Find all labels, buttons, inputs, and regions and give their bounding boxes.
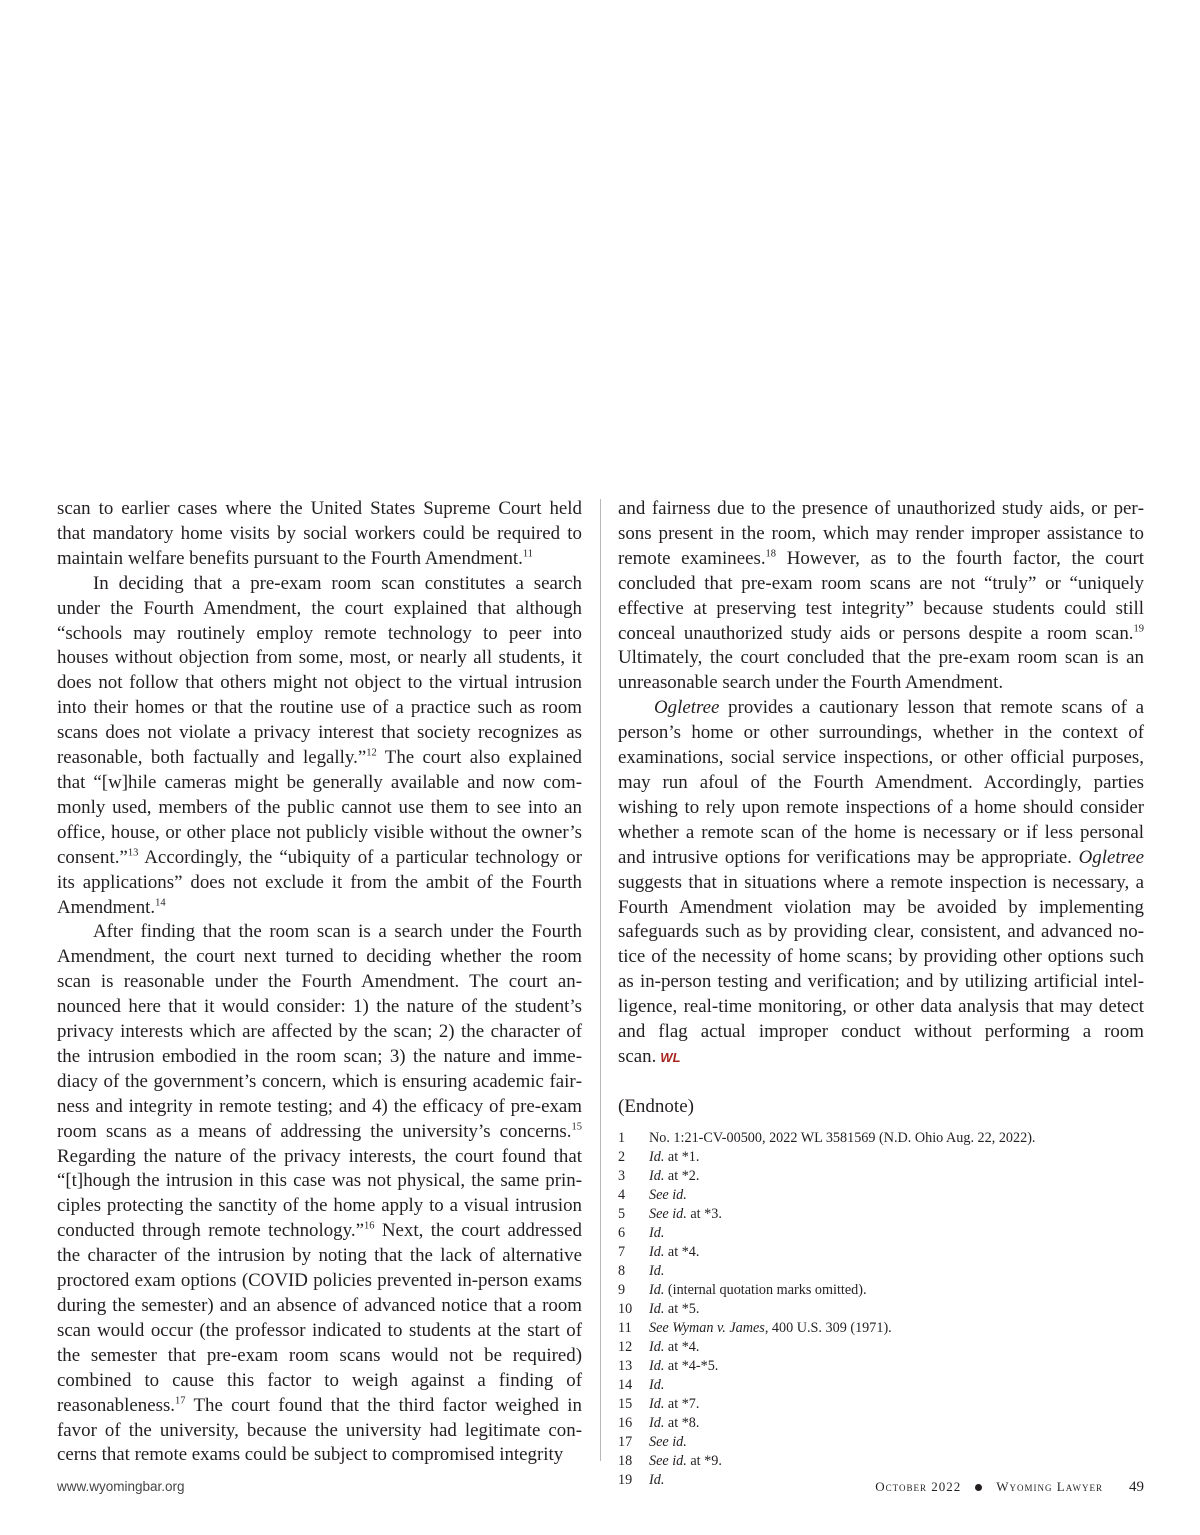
italic-text: Id. xyxy=(649,1262,665,1279)
endnote-item xyxy=(618,1281,1144,1300)
footnote-ref: 12 xyxy=(366,747,377,759)
endnote-text xyxy=(649,1357,718,1376)
italic-text: Id. xyxy=(649,1224,665,1241)
paragraph xyxy=(618,696,1144,1071)
italic-text: See id. xyxy=(649,1452,687,1469)
endnote-number: 11 xyxy=(618,1319,632,1336)
footnote-ref: 18 xyxy=(765,548,777,560)
footer-issue: October 2022 xyxy=(875,1479,962,1494)
text-run: , 400 U.S. 309 (1971). xyxy=(764,1319,892,1336)
endnote-number: 6 xyxy=(618,1224,626,1241)
italic-text: See id. xyxy=(649,1433,687,1450)
text-run: Next, the court addressed the character of the intrusion by noting that the lack of alternative proctored exam options (COVID policies prevented in-person exams during the semester) and an absence of advanced notice that a room scan would occur (the professor indicated to students at the start of the semester that pre-exam room scans would not be required) combined to cause this factor to weigh against a finding of reasonableness. xyxy=(57,1220,582,1416)
endnote-number: 13 xyxy=(618,1357,633,1374)
endnote-text xyxy=(649,1186,687,1205)
endnote-text xyxy=(649,1300,699,1319)
endnote-item xyxy=(618,1452,1144,1471)
end-mark-logo: WL xyxy=(660,1049,681,1065)
text-run: Accordingly, the “ubiquity of a particular technology or its applications” does not exclude it from the ambit of the Fourth Amendment. xyxy=(57,846,582,918)
endnote-number: 7 xyxy=(618,1243,626,1260)
text-run: at *3. xyxy=(686,1205,722,1222)
endnote-number: 10 xyxy=(618,1300,633,1317)
text-run: In deciding that a pre-exam room scan constitutes a search under the Fourth Amendment, the court explained that although “schools may routinely employ remote technology to peer into houses without objection from some, most, or nearly all students, it does not follow that others might not object to the virtual intrusion into their homes or that the routine use of a practice such as room scans does not violate a privacy interest that society recognizes as reasonable, both factually and legally.” xyxy=(57,572,582,769)
text-run: at *4. xyxy=(664,1243,700,1260)
italic-text: Ogletree xyxy=(1078,846,1144,868)
endnote-number: 5 xyxy=(618,1205,626,1222)
right-column xyxy=(618,497,1144,1490)
endnote-number: 8 xyxy=(618,1262,626,1279)
italic-text: Id. xyxy=(649,1338,665,1355)
italic-text: See id. xyxy=(649,1186,687,1203)
text-run: provides a cautionary lesson that remote scans of a person’s home or other surroundings, whether in the context of examinations, social service inspections, or other official purposes, may run afoul of the Fourth Amendment. Accordingly, parties wishing to rely upon remote inspections of a home should consider whether a remote scan of the home is necessary or if less personal and intrusive options for verifications may be appropriate. xyxy=(618,697,1144,868)
paragraph xyxy=(618,497,1144,696)
italic-text: Id. xyxy=(649,1300,665,1317)
endnote-text xyxy=(649,1148,699,1167)
footer-publication: Wyoming Lawyer xyxy=(996,1479,1103,1494)
column-divider xyxy=(600,499,601,1461)
text-run: at *1. xyxy=(664,1148,700,1165)
endnote-item xyxy=(618,1319,1144,1338)
endnote-item xyxy=(618,1414,1144,1433)
endnote-item xyxy=(618,1338,1144,1357)
text-run: Ultimately, the court concluded that the pre-exam room scan is an unreasonable search under the Fourth Amendment. xyxy=(618,647,1144,694)
text-run: at *9. xyxy=(686,1452,722,1469)
endnote-text xyxy=(649,1395,699,1414)
page-number: 49 xyxy=(1129,1479,1144,1495)
text-run: scan to earlier cases where the United States Supreme Court held that mandatory home visits by social workers could be required to maintain welfare benefits pursuant to the Fourth Amendment. xyxy=(57,498,582,569)
footnote-ref: 11 xyxy=(522,548,533,560)
endnote-number: 17 xyxy=(618,1433,633,1450)
endnote-number: 4 xyxy=(618,1186,626,1203)
text-run: No. 1:21-CV-00500, 2022 WL 3581569 (N.D. Ohio Aug. 22, 2022). xyxy=(649,1129,1036,1146)
paragraph xyxy=(57,920,582,1468)
italic-text: Ogletree xyxy=(654,697,720,719)
endnote-text xyxy=(649,1129,1035,1148)
italic-text: Id. xyxy=(649,1148,665,1165)
endnote-number: 1 xyxy=(618,1129,626,1146)
endnote-number: 3 xyxy=(618,1167,626,1184)
footnote-ref: 17 xyxy=(175,1395,186,1407)
endnote-text xyxy=(649,1433,687,1452)
footer-url[interactable]: www.wyomingbar.org xyxy=(57,1479,185,1494)
paragraph xyxy=(57,497,582,572)
italic-text: Id. xyxy=(649,1281,665,1298)
endnote-item xyxy=(618,1186,1144,1205)
endnote-text xyxy=(649,1319,892,1338)
right-column-body xyxy=(618,497,1144,1071)
endnote-item xyxy=(618,1357,1144,1376)
text-run: (internal quotation marks omitted). xyxy=(664,1281,867,1298)
italic-text: Id. xyxy=(649,1167,665,1184)
endnote-heading: (Endnote) xyxy=(618,1095,694,1117)
endnote-item xyxy=(618,1205,1144,1224)
endnote-text xyxy=(649,1262,664,1281)
footnote-ref: 15 xyxy=(571,1121,582,1133)
endnote-item xyxy=(618,1167,1144,1186)
text-run: After finding that the room scan is a search under the Fourth Amendment, the court next turned to deciding whether the room scan is reasonable under the Fourth Amendment. The court announced here that it would consider: 1) the nature of the student’s privacy interests which are affected by the scan; 2) the character of the intrusion embodied in the room scan; 3) the nature and immediacy of the government’s concern, which is ensuring academic fairness and integrity in remote testing; and 4) the efficacy of pre-exam room scans as a means of addressing the university’s concerns. xyxy=(57,921,582,1142)
text-run: at *4-*5. xyxy=(664,1357,719,1374)
text-run: However, as to the fourth factor, the court concluded that pre-exam room scans are not “truly” or “uniquely effective at preserving test integrity” because students could still conceal unauthorized study aids or persons despite a room scan. xyxy=(618,547,1144,644)
endnote-text xyxy=(649,1338,699,1357)
endnote-text xyxy=(649,1471,664,1490)
endnote-number: 12 xyxy=(618,1338,633,1355)
endnote-text xyxy=(649,1414,699,1433)
endnote-text xyxy=(649,1167,699,1186)
text-run: suggests that in situations where a remote inspection is necessary, a Fourth Amendment violation may be avoided by implementing safeguards such as by providing clear, consistent, and advanced notice of the necessity of home scans; by providing other options such as in-person testing and verification; and by utilizing artificial intelligence, real-time monitoring, or other data analysis that may detect and flag actual improper conduct without performing a room scan. xyxy=(618,871,1144,1067)
endnote-item xyxy=(618,1433,1144,1452)
left-column xyxy=(57,497,582,1468)
endnote-number: 15 xyxy=(618,1395,633,1412)
italic-text: Id. xyxy=(649,1395,665,1412)
endnote-number: 16 xyxy=(618,1414,633,1431)
text-run: at *8. xyxy=(664,1414,700,1431)
endnote-item xyxy=(618,1300,1144,1319)
endnote-text xyxy=(649,1452,722,1471)
endnote-item xyxy=(618,1262,1144,1281)
footer-masthead xyxy=(875,1478,1144,1496)
endnote-number: 14 xyxy=(618,1376,633,1393)
bullet-separator xyxy=(975,1484,982,1491)
endnote-text xyxy=(649,1224,664,1243)
footnote-ref: 16 xyxy=(363,1220,375,1232)
italic-text: Id. xyxy=(649,1357,665,1374)
endnote-item xyxy=(618,1395,1144,1414)
italic-text: Id. xyxy=(649,1414,665,1431)
text-run: Regarding the nature of the privacy interests, the court found that “[t]hough the intrusion in this case was not physical, the same principles protecting the sanctity of the home apply to a visual intrusion conducted through remote technology.” xyxy=(57,1145,582,1242)
endnote-item xyxy=(618,1243,1144,1262)
italic-text: See Wyman v. James xyxy=(649,1319,765,1336)
endnote-number: 19 xyxy=(618,1471,633,1488)
italic-text: See id. xyxy=(649,1205,687,1222)
text-run: at *2. xyxy=(664,1167,700,1184)
text-run: at *7. xyxy=(664,1395,700,1412)
endnote-item xyxy=(618,1376,1144,1395)
endnote-number: 9 xyxy=(618,1281,626,1298)
endnote-text xyxy=(649,1376,664,1395)
footnote-ref: 13 xyxy=(127,847,139,859)
text-run: The court also explained that “[w]hile cameras might be generally available and now commonly used, members of the public cannot use them to see into an office, house, or other place not publicly visible without the owner’s consent.” xyxy=(57,747,582,868)
italic-text: Id. xyxy=(649,1376,665,1393)
endnote-number: 18 xyxy=(618,1452,633,1469)
endnote-number: 2 xyxy=(618,1148,626,1165)
text-run: at *4. xyxy=(664,1338,700,1355)
text-run: at *5. xyxy=(664,1300,700,1317)
endnote-item xyxy=(618,1129,1144,1148)
footnote-ref: 14 xyxy=(155,897,166,909)
endnote-text xyxy=(649,1243,699,1262)
text-run: and fairness due to the presence of unauthorized study aids, or persons present in the room, which may render improper assistance to remote examinees. xyxy=(618,498,1144,569)
footnote-ref: 19 xyxy=(1133,623,1144,635)
endnote-text xyxy=(649,1281,867,1300)
endnote-item xyxy=(618,1224,1144,1243)
endnote-text xyxy=(649,1205,722,1224)
endnote-item xyxy=(618,1148,1144,1167)
endnote-list xyxy=(618,1129,1144,1490)
text-run: The court found that the third factor weighed in favor of the university, because the university had legitimate concerns that remote exams could be subject to compromised integrity xyxy=(57,1394,582,1466)
paragraph xyxy=(57,572,582,921)
italic-text: Id. xyxy=(649,1471,665,1488)
italic-text: Id. xyxy=(649,1243,665,1260)
